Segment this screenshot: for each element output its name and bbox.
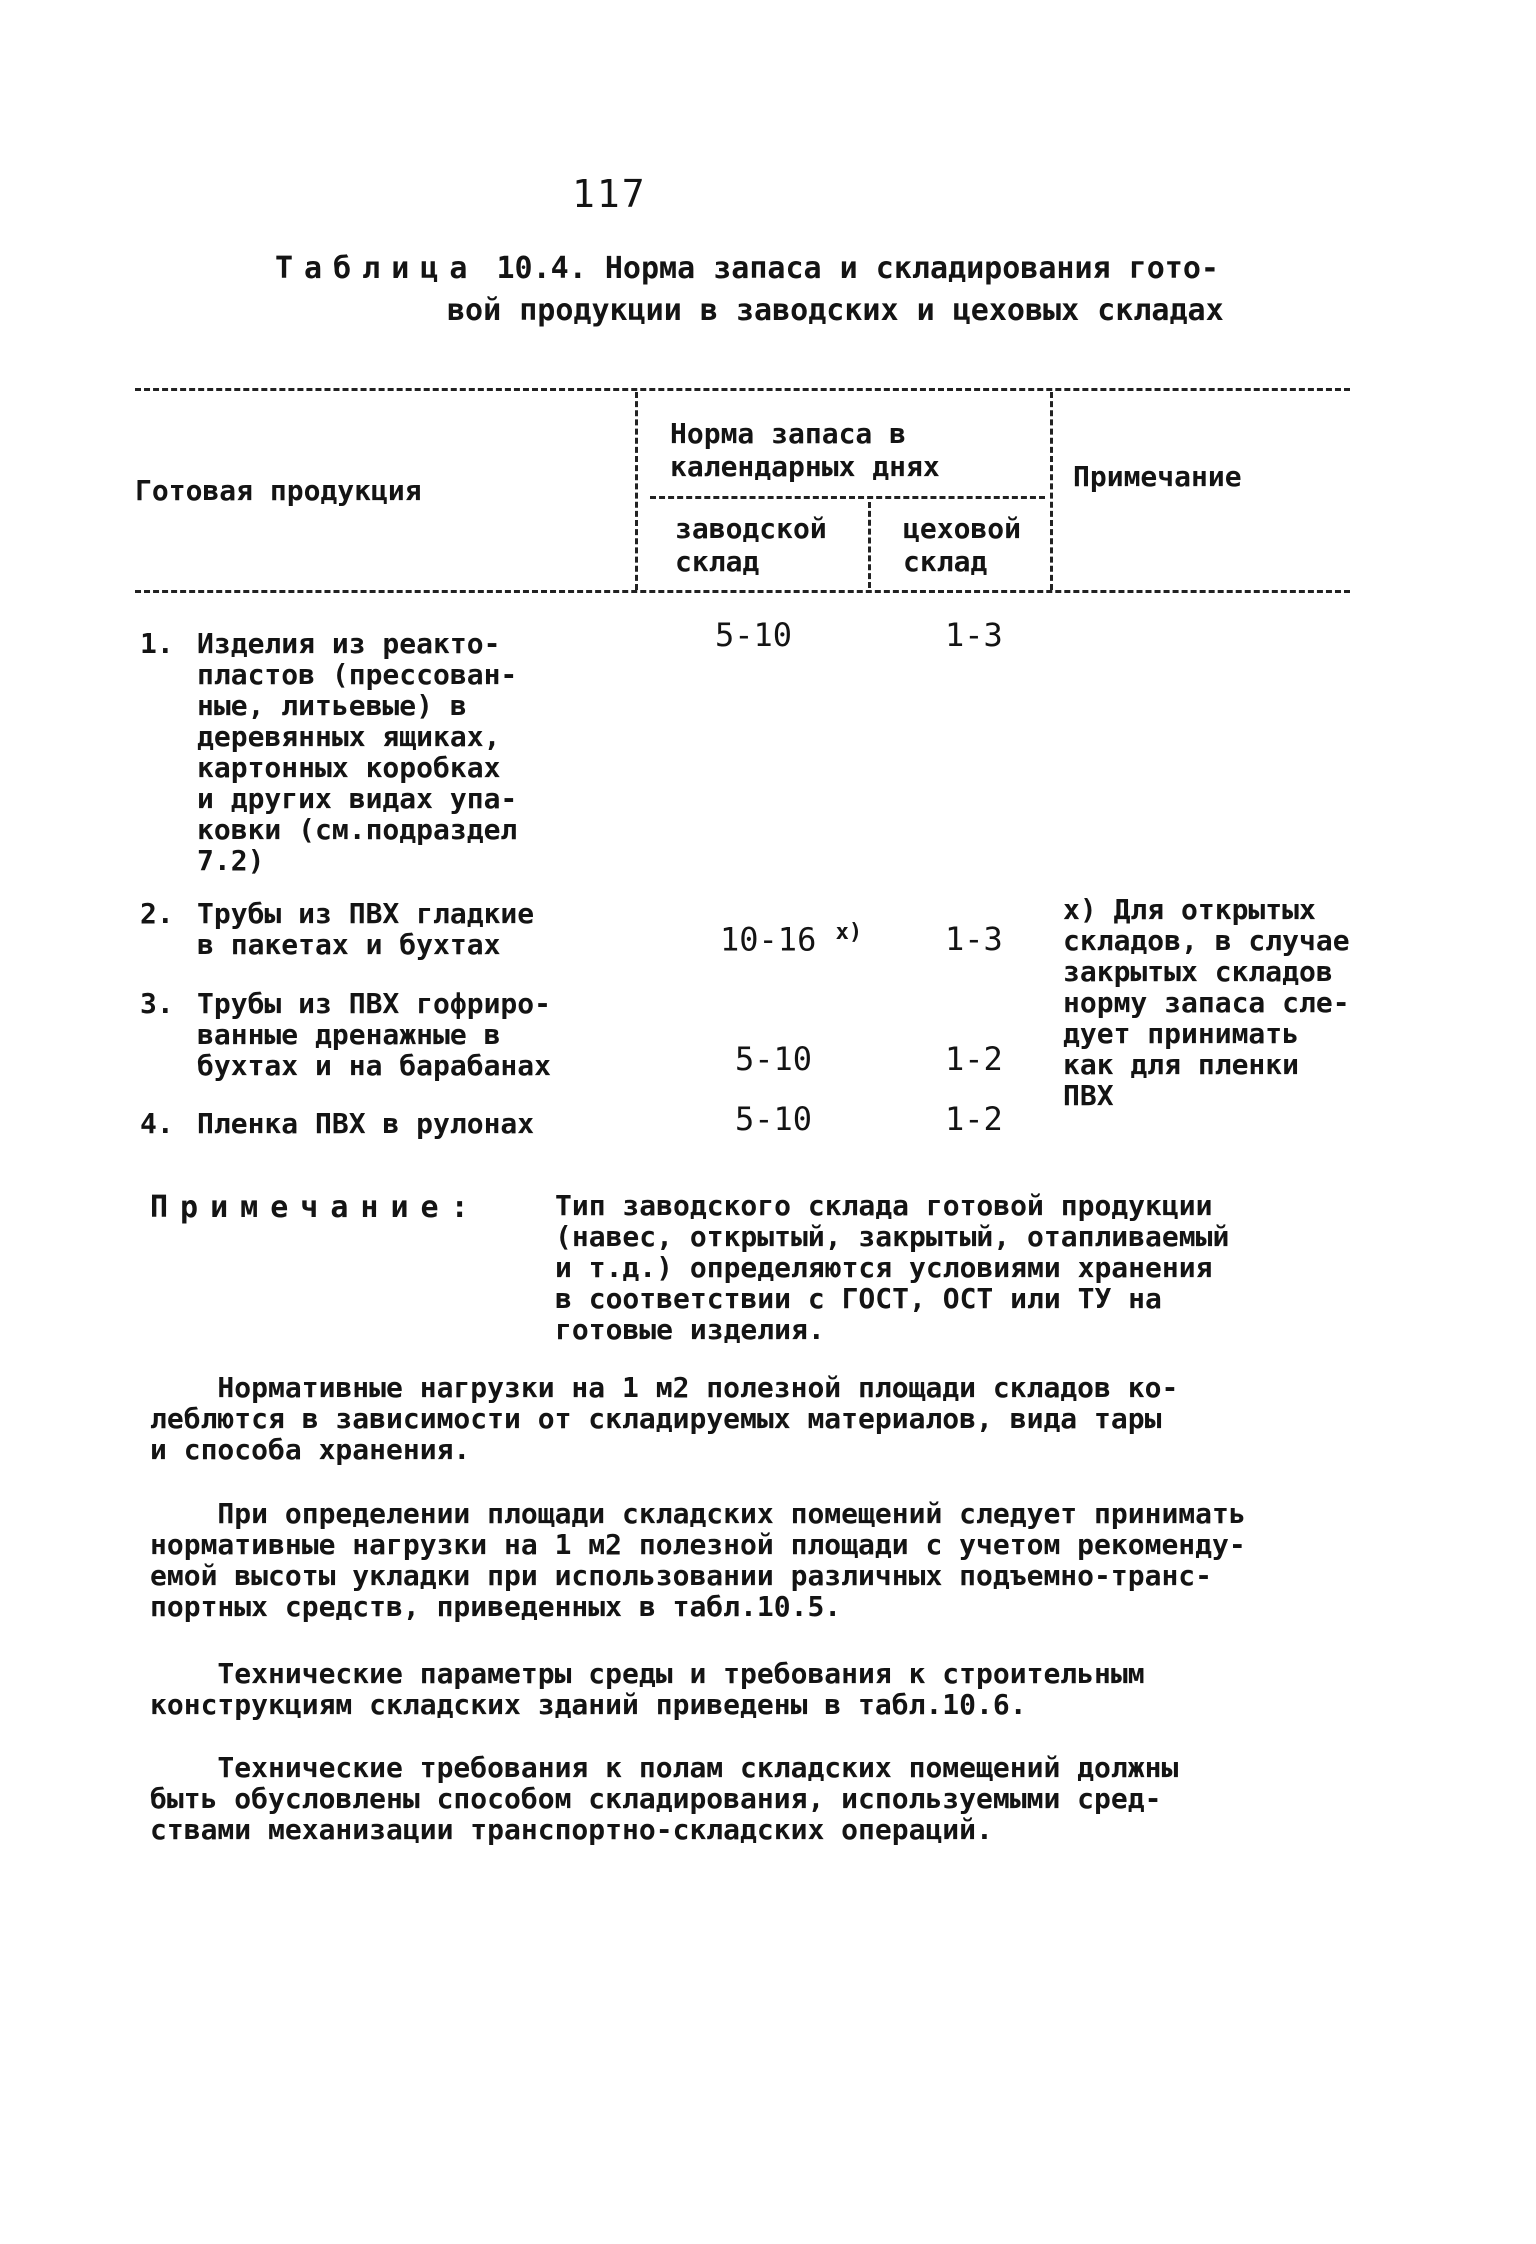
header-product: Готовая продукция xyxy=(135,474,422,507)
header-shop-warehouse: цеховой склад xyxy=(903,512,1022,578)
row-3-product: Трубы из ПВХ гофриро- ванные дренажные в бухтах и на барабанах xyxy=(197,987,552,1082)
note-label: Примечание: xyxy=(150,1190,481,1225)
row-1-number: 1. xyxy=(140,627,174,660)
table-caption xyxy=(275,248,1224,332)
row-2-number: 2. xyxy=(140,897,174,930)
paragraph-4: Технические требования к полам складских помещений должны быть обусловлены способом складирования, используемыми сред- ствами механизации транспортно-складских операций. xyxy=(150,1751,1179,1846)
row-2-factory-mark: х) xyxy=(835,920,863,945)
row-1-factory: 5-10 xyxy=(715,616,793,654)
row-3-factory: 5-10 xyxy=(735,1040,813,1078)
row-2-shop: 1-3 xyxy=(945,920,1003,958)
page-number: 117 xyxy=(572,172,647,216)
header-factory-warehouse: заводской склад xyxy=(675,512,827,578)
paragraph-1: Нормативные нагрузки на 1 м2 полезной площади складов ко- леблются в зависимости от складируемых материалов, вида тары и способа хранения. xyxy=(150,1371,1179,1466)
table-divider-1 xyxy=(635,392,638,590)
row-4-product: Пленка ПВХ в рулонах xyxy=(197,1107,535,1140)
row-1-product: Изделия из реакто- пластов (прессован- ные, литьевые) в деревянных ящиках, картонных коробках и других видах упа- ковки (см.подраздел 7.2) xyxy=(197,627,518,877)
caption-number: 10.4. xyxy=(496,251,587,286)
header-remark: Примечание xyxy=(1073,460,1242,493)
row-4-shop: 1-2 xyxy=(945,1100,1003,1138)
header-norm-group: Норма запаса в календарных днях xyxy=(670,417,940,483)
row-2-factory xyxy=(720,920,862,959)
table-header-bottom-rule xyxy=(135,590,1350,593)
row-2-product: Трубы из ПВХ гладкие в пакетах и бухтах xyxy=(197,897,535,961)
caption-title-line1: Норма запаса и складирования гото- xyxy=(604,251,1219,286)
table-divider-2 xyxy=(1050,392,1053,590)
caption-title-line2: вой продукции в заводских и цеховых складах xyxy=(447,293,1224,328)
row-1-shop: 1-3 xyxy=(945,616,1003,654)
row-2-factory-value: 10-16 xyxy=(720,920,817,959)
table-footnote: х) Для открытых складов, в случае закрытых складов норму запаса сле- дует принимать как для пленки ПВХ xyxy=(1063,893,1350,1112)
table-divider-3 xyxy=(868,502,871,588)
paragraph-3: Технические параметры среды и требования к строительным конструкциям складских зданий приведены в табл.10.6. xyxy=(150,1657,1145,1721)
note-text: Тип заводского склада готовой продукции (навес, открытый, закрытый, отапливаемый и т.д.) определяются условиями хранения в соответствии с ГОСТ, ОСТ или ТУ на готовые изделия. xyxy=(555,1189,1230,1346)
norm-group-rule xyxy=(650,496,1045,499)
row-4-number: 4. xyxy=(140,1107,174,1140)
row-3-number: 3. xyxy=(140,987,174,1020)
row-3-shop: 1-2 xyxy=(945,1040,1003,1078)
table-top-rule xyxy=(135,388,1350,391)
paragraph-2: При определении площади складских помещений следует принимать нормативные нагрузки на 1 м2 полезной площади с учетом рекоменду- емой высоты укладки при использовании различных подъемно-транс- портных средств, приведенных в табл.10.5. xyxy=(150,1497,1246,1623)
caption-label: Таблица xyxy=(275,251,479,286)
row-4-factory: 5-10 xyxy=(735,1100,813,1138)
